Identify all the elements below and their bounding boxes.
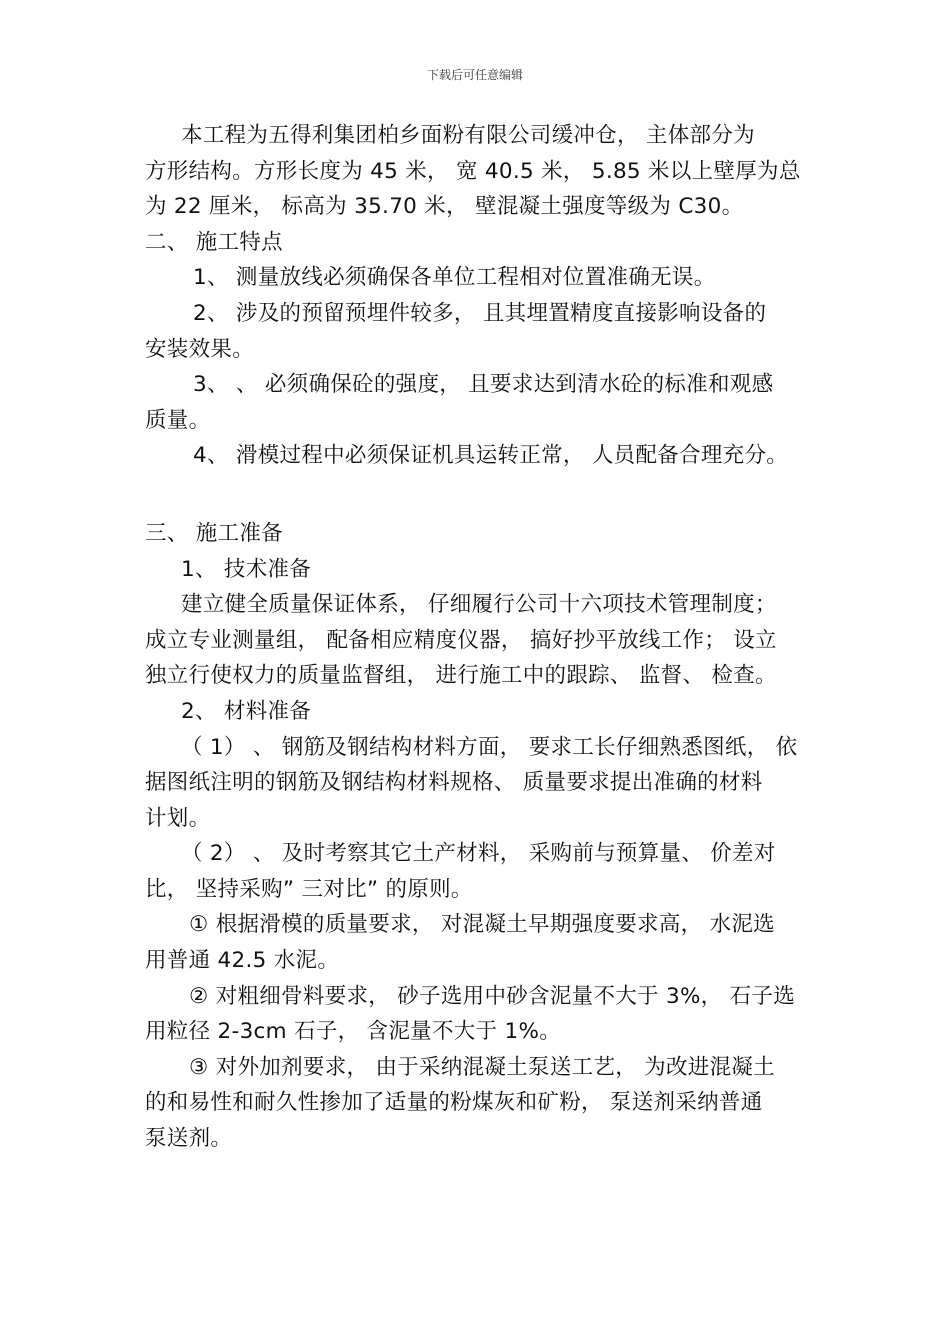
list-item: ① 根据滑模的质量要求， 对混凝土早期强度要求高， 水泥选: [189, 912, 775, 938]
blank-line: [145, 474, 815, 516]
list-item: 4、 滑模过程中必须保证机具运转正常， 人员配备合理充分。: [193, 443, 789, 469]
section-heading: 二、 施工特点: [145, 229, 283, 255]
paragraph-line: 泵送剂。: [145, 1126, 233, 1152]
paragraph-line: 的和易性和耐久性掺加了适量的粉煤灰和矿粉， 泵送剂采纳普通: [145, 1090, 763, 1116]
paragraph-line: 建立健全质量保证体系， 仔细履行公司十六项技术管理制度；: [181, 592, 777, 618]
subsection-heading: 2、 材料准备: [181, 698, 312, 724]
list-item: 3、 、 必须确保砼的强度， 且要求达到清水砼的标准和观感: [193, 372, 774, 398]
document-body: [145, 118, 815, 1157]
paragraph-line: 独立行使权力的质量监督组， 进行施工中的跟踪、 监督、 检查。: [145, 663, 777, 689]
paragraph-line: 成立专业测量组， 配备相应精度仪器， 搞好抄平放线工作； 设立: [145, 627, 777, 653]
paragraph-line: 用普通 42.5 水泥。: [145, 948, 340, 974]
paragraph-line: 比， 坚持采购” 三对比” 的原则。: [145, 876, 473, 902]
paragraph-line: 本工程为五得利集团柏乡面粉有限公司缓冲仓， 主体部分为: [181, 123, 755, 148]
paragraph-line: 据图纸注明的钢筋及钢结构材料规格、 质量要求提出准确的材料: [145, 770, 763, 796]
paragraph-line: 安装效果。: [145, 336, 255, 362]
page-header: 下载后可任意编辑: [426, 68, 523, 82]
paragraph-line: 方形结构。方形长度为 45 米， 宽 40.5 米， 5.85 米以上壁厚为总: [145, 158, 801, 184]
subsection-heading: 1、 技术准备: [181, 556, 312, 582]
section-heading: 三、 施工准备: [145, 520, 283, 546]
list-item: （ 2） 、 及时考察其它土产材料， 采购前与预算量、 价差对: [181, 841, 776, 867]
list-item: ② 对粗细骨料要求， 砂子选用中砂含泥量不大于 3%， 石子选: [189, 983, 796, 1009]
list-item: ③ 对外加剂要求， 由于采纳混凝土泵送工艺， 为改进混凝土: [189, 1054, 775, 1080]
list-item: 1、 测量放线必须确保各单位工程相对位置准确无误。: [193, 265, 716, 291]
list-item: （ 1） 、 钢筋及钢结构材料方面， 要求工长仔细熟悉图纸， 依: [181, 734, 798, 760]
paragraph-line: 用粒径 2-3cm 石子， 含泥量不大于 1%。: [145, 1019, 562, 1045]
paragraph-line: 质量。: [145, 407, 211, 433]
paragraph-line: 计划。: [145, 805, 211, 831]
paragraph-line: 为 22 厘米， 标高为 35.70 米， 壁混凝土强度等级为 C30。: [145, 194, 744, 220]
list-item: 2、 涉及的预留预埋件较多， 且其埋置精度直接影响设备的: [193, 300, 767, 326]
